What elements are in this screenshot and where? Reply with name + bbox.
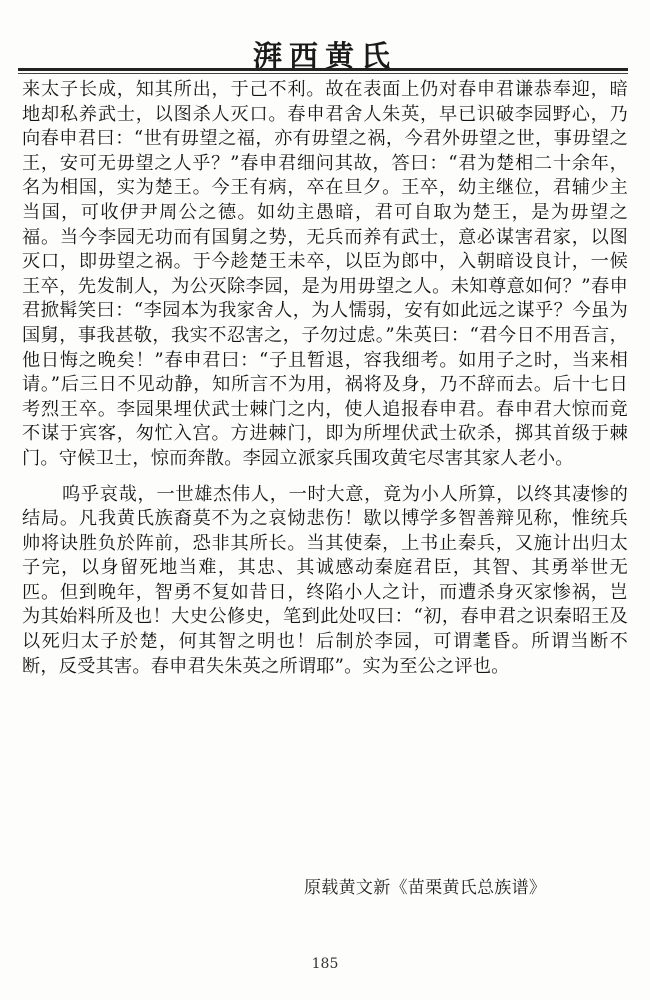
body-text [22, 78, 628, 679]
header-rule-thin [18, 73, 628, 74]
source-citation: 原载黄文新《苗栗黄氏总族谱》 [304, 878, 547, 898]
header-rule [18, 68, 628, 71]
page-header [0, 0, 650, 74]
paragraph-1: 来太子长成，知其所出，于己不利。故在表面上仍对春申君谦恭奉迎，暗地却私养武士，以图杀人灭口。春申君舍人朱英，早已识破李园野心，乃向春申君曰：“世有毋望之福，亦有毋望之祸，今君外毋望之世，事毋望之王，安可无毋望之人乎？”春申君细问其故，答曰：“君为楚相二十余年，名为相国，实为楚王。今王有病，卒在旦夕。王卒，幼主继位，君辅少主当国，可收伊尹周公之德。如幼主愚暗，君可自取为楚王，是为毋望之福。当今李园无功而有国舅之势，无兵而养有武士，意必谋害君家，以图灭口，即毋望之祸。于今趁楚王未卒，以臣为郎中，入朝暗设良计，一候王卒，先发制人，为公灭除李园，是为用毋望之人。未知尊意如何？”春申君掀髯笑曰：“李园本为我家舍人，为人懦弱，安有如此远之谋乎？今虽为国舅，事我甚敬，我实不忍害之，子勿过虑。”朱英曰：“君今日不用吾言，他日悔之晚矣！”春申君曰：“子且暂退，容我细考。如用子之时，当来相请。”后三日不见动静，知所言不为用，祸将及身，乃不辞而去。后十七日考烈王卒。李园果埋伏武士棘门之内，使人追报春申君。春申君大惊而竟不谋于宾客，匆忙入宫。方进棘门，即为所埋伏武士砍杀，掷其首级于棘门。守候卫士，惊而奔散。李园立派家兵围攻黄宅尽害其家人老小。 [22, 79, 628, 469]
header-title: 湃西黄氏 [252, 39, 397, 73]
paragraph-2: 呜乎哀哉，一世雄杰伟人，一时大意，竟为小人所算，以终其凄惨的结局。凡我黄氏族裔莫不为之哀恸悲伤！歇以博学多智善辩见称，惟统兵帅将诀胜负於阵前，恐非其所长。当其使秦，上书止秦兵，又施计出归太子完，以身留死地当难，其忠、其诚感动秦庭君臣，其智、其勇举世无匹。但到晚年，智勇不复如昔日，终陷小人之计，而遭杀身灭家惨祸，岂为其始料所及也！大史公修史，笔到此处叹曰：“初，春申君之识秦昭王及以死归太子於楚，何其智之明也！后制於李园，可谓耄昏。所谓当断不断，反受其害。春申君失朱英之所谓耶”。实为至公之评也。 [22, 483, 628, 677]
page-number: 185 [311, 956, 339, 972]
